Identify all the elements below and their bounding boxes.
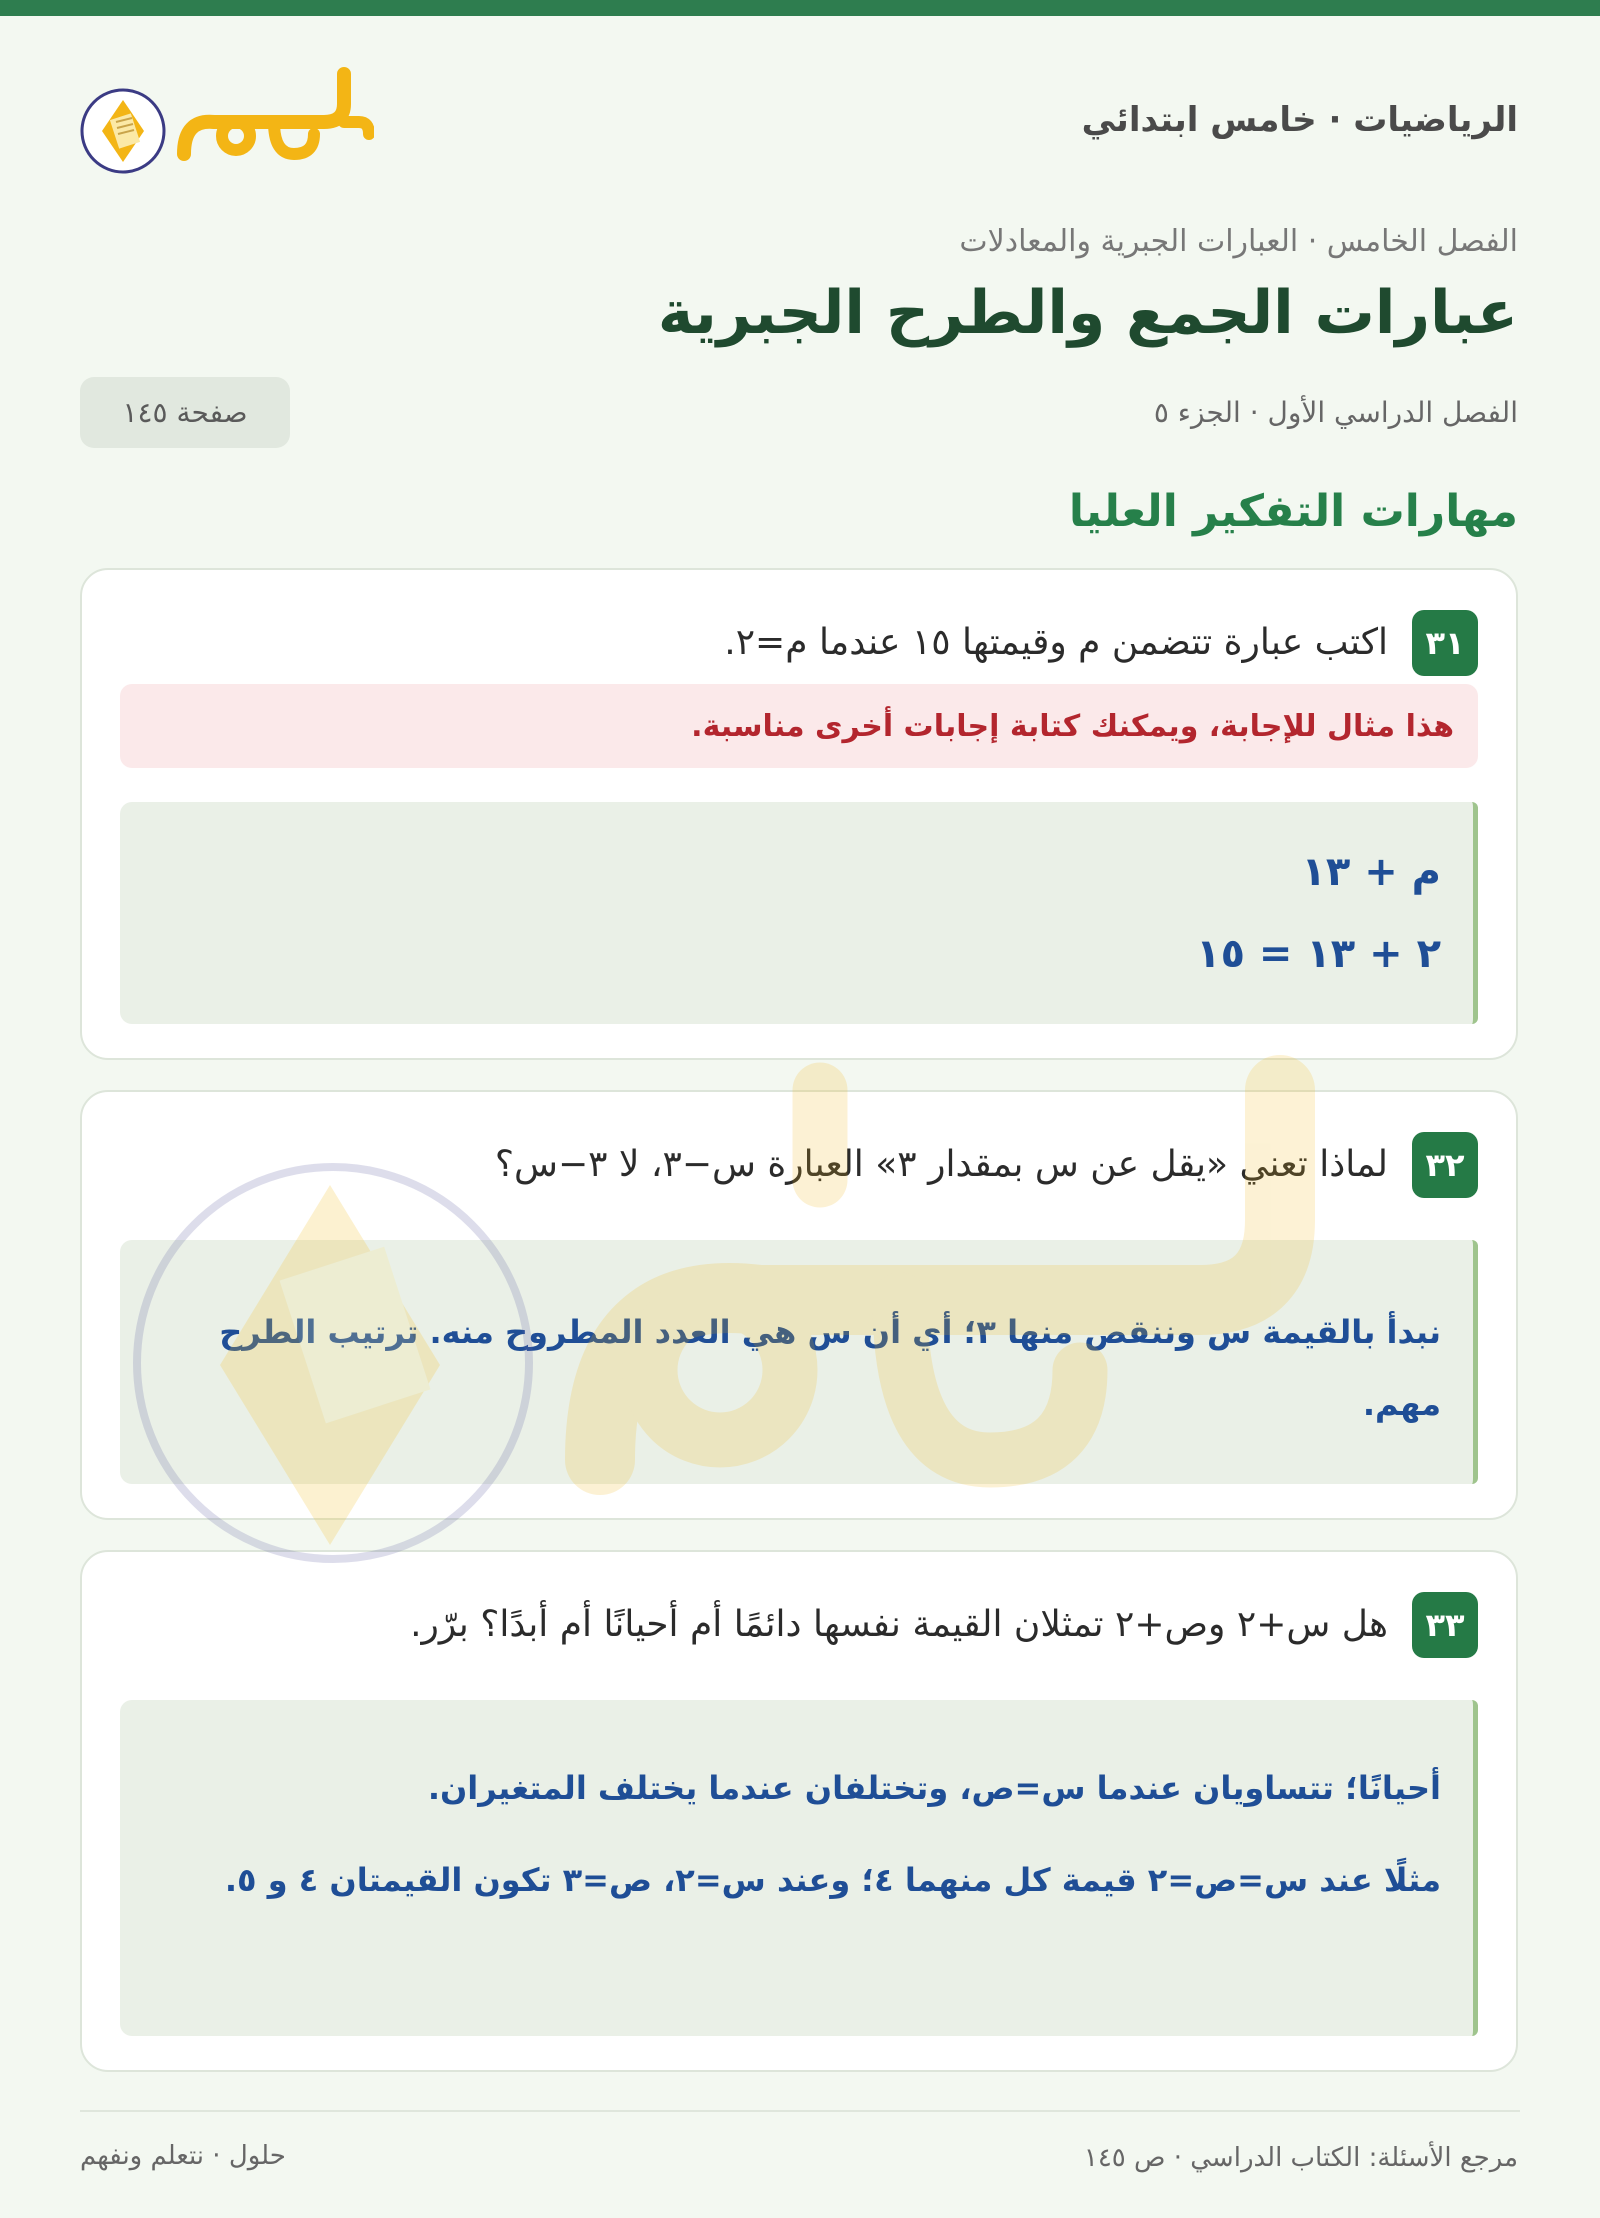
answer-note: هذا مثال للإجابة، ويمكنك كتابة إجابات أخرى مناسبة. — [120, 684, 1478, 768]
answer-line: ٢ + ١٣ = ١٥ — [1196, 931, 1441, 977]
brand-logo[interactable] — [78, 64, 358, 174]
subject-grade-title: الرياضيات · خامس ابتدائي — [1081, 100, 1518, 140]
top-accent-bar — [0, 0, 1600, 16]
question-number-badge: ٣٢ — [1412, 1132, 1478, 1198]
question-text: لماذا تعني «يقل عن س بمقدار ٣» العبارة س−٣، لا ٣−س؟ — [494, 1144, 1388, 1185]
answer-box — [120, 802, 1478, 1024]
answer-box — [120, 1700, 1478, 2036]
question-card-33 — [80, 1550, 1518, 2072]
question-text: اكتب عبارة تتضمن م وقيمتها ١٥ عندما م=٢. — [724, 622, 1388, 663]
answer-line: نبدأ بالقيمة س وننقص منها ٣؛ أي أن س هي العدد المطروح منه. ترتيب الطرح مهم. — [219, 1313, 1441, 1423]
footer-reference: مرجع الأسئلة: الكتاب الدراسي · ص ١٤٥ — [1083, 2143, 1518, 2173]
answer-line: مثلًا عند س=ص=٢ قيمة كل منهما ٤؛ وعند س=٢، ص=٣ تكون القيمتان ٤ و ٥. — [224, 1861, 1441, 1899]
answer-line: م + ١٣ — [1301, 849, 1441, 895]
answer-box — [120, 1240, 1478, 1484]
question-text: هل س+٢ وص+٢ تمثلان القيمة نفسها دائمًا أم أحيانًا أم أبدًا؟ برّر. — [410, 1604, 1388, 1645]
breadcrumb[interactable]: الفصل الخامس · العبارات الجبرية والمعادلات — [959, 224, 1518, 259]
page-number-badge: صفحة ١٤٥ — [80, 377, 290, 448]
semester-meta: الفصل الدراسي الأول · الجزء ٥ — [1153, 396, 1518, 429]
footer-brand: حلول · نتعلم ونفهم — [80, 2141, 286, 2171]
logo-wordmark — [174, 64, 374, 174]
answer-line: أحيانًا؛ تتساويان عندما س=ص، وتختلفان عندما يختلف المتغيران. — [427, 1769, 1441, 1807]
question-card-32 — [80, 1090, 1518, 1520]
question-number-badge: ٣٣ — [1412, 1592, 1478, 1658]
question-card-31 — [80, 568, 1518, 1060]
footer-divider — [80, 2110, 1520, 2112]
page-title: عبارات الجمع والطرح الجبرية — [657, 278, 1518, 348]
section-heading: مهارات التفكير العليا — [1068, 486, 1518, 537]
logo-emblem-icon — [78, 86, 168, 176]
question-number-badge: ٣١ — [1412, 610, 1478, 676]
